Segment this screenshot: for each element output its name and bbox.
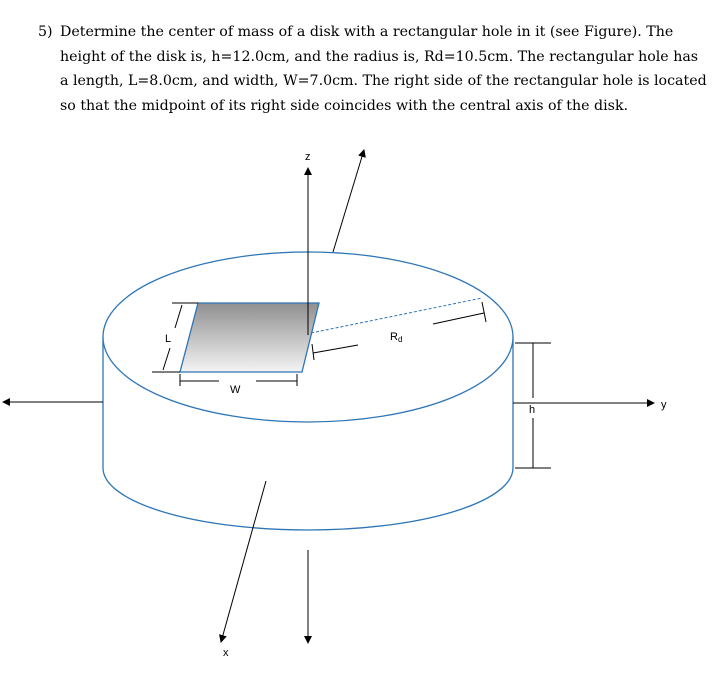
x-axis-negative	[333, 150, 364, 252]
radius-label: Rd	[390, 331, 403, 344]
problem-line-1: Determine the center of mass of a disk with a rectangular hole in it (see Figure). The	[60, 24, 674, 40]
problem-number: 5)	[38, 24, 53, 40]
length-label: L	[165, 333, 172, 345]
width-label: W	[230, 384, 241, 396]
rectangular-hole	[180, 303, 319, 372]
height-label: h	[529, 404, 536, 416]
z-axis-label: z	[305, 151, 311, 163]
problem-line-4: so that the midpoint of its right side coincides with the central axis of the disk.	[60, 97, 629, 114]
x-axis	[221, 481, 266, 642]
problem-line-3: a length, L=8.0cm, and width, W=7.0cm. The right side of the rectangular hole is located	[60, 73, 707, 89]
problem-line-2: height of the disk is, h=12.0cm, and the radius is, Rd=10.5cm. The rectangular hole has	[60, 48, 699, 65]
x-axis-label: x	[223, 647, 229, 659]
y-axis-label: y	[661, 399, 667, 411]
